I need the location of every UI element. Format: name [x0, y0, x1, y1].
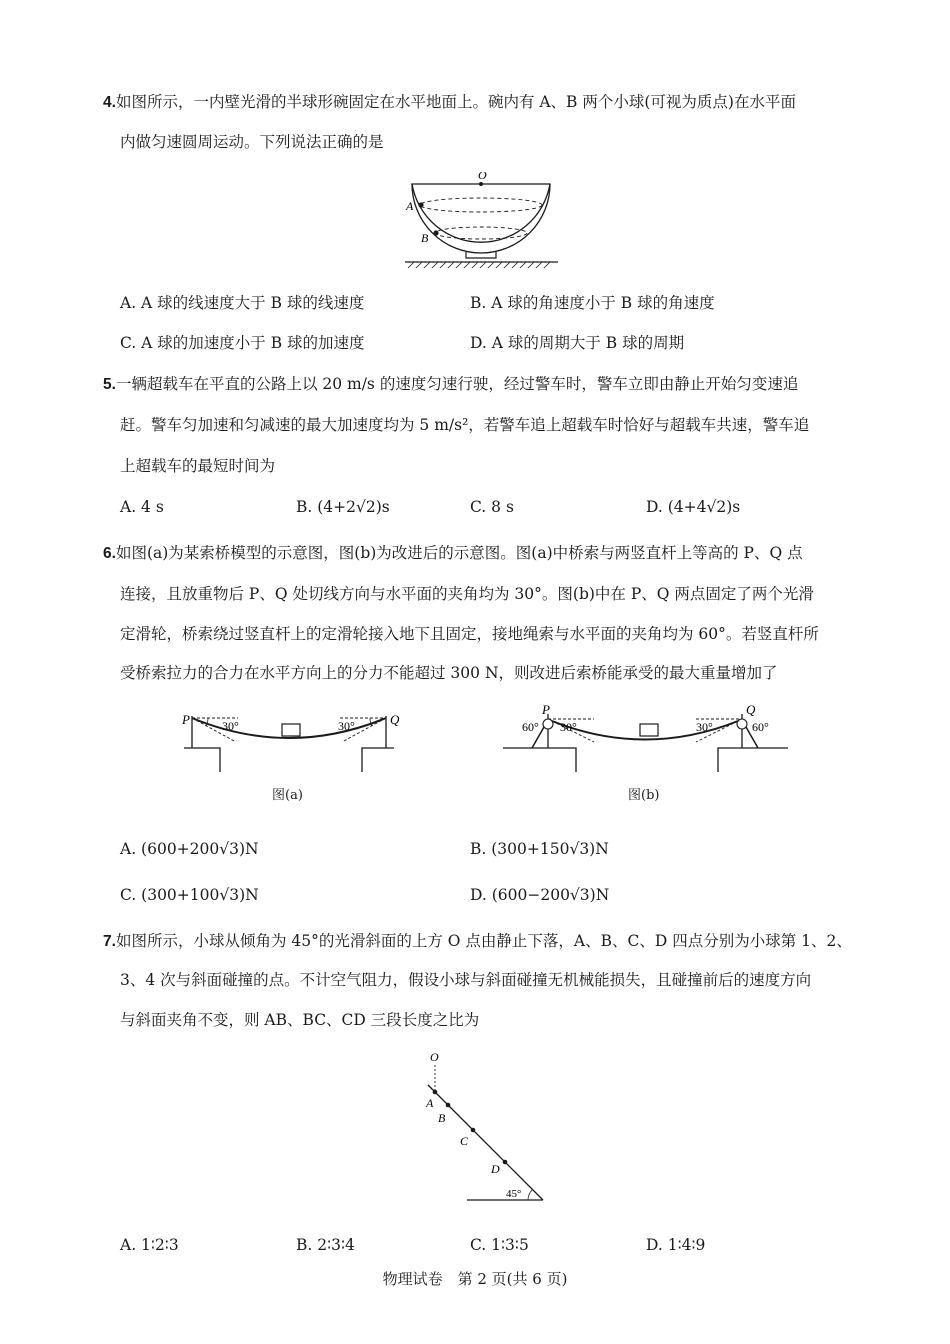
q7-label-angle: 45° [506, 1188, 522, 1200]
q6b-angle-left-in: 30° [560, 720, 577, 734]
q5-option-d[interactable]: D. (4+4√2)s [646, 498, 741, 516]
q7-label-C: C [460, 1134, 469, 1148]
q4-line1 [103, 90, 796, 112]
q7-option-b[interactable]: B. 2∶3∶4 [296, 1236, 355, 1254]
q7-option-a[interactable]: A. 1∶2∶3 [120, 1236, 179, 1254]
q7-label-D: D [491, 1162, 500, 1176]
q6b-angle-right-in: 30° [696, 720, 713, 734]
q5-number: 5. [103, 376, 116, 393]
q4-label-A: A [406, 199, 414, 213]
q7-label-O: O [430, 1050, 439, 1064]
q6a-angle-left: 30° [222, 719, 239, 733]
q6a-label-Q: Q [390, 712, 400, 727]
q5-text-1: 一辆超载车在平直的公路上以 20 m/s 的速度匀速行驶，经过警车时，警车立即由静止开始匀变速追 [115, 375, 799, 393]
q4-bowl-figure [400, 172, 570, 272]
q6-caption-a: 图(a) [272, 788, 303, 803]
q4-number: 4. [103, 94, 116, 111]
q6-option-c[interactable]: C. (300+100√3)N [120, 886, 259, 904]
q7-line1 [103, 929, 852, 951]
q5-option-c[interactable]: C. 8 s [470, 498, 514, 516]
q6-option-d[interactable]: D. (600−200√3)N [470, 886, 610, 904]
q6a-label-P: P [182, 712, 190, 727]
q5-line3: 上超载车的最短时间为 [120, 457, 276, 475]
q7-slope-figure [420, 1045, 550, 1205]
q7-option-d[interactable]: D. 1∶4∶9 [646, 1236, 706, 1254]
page-footer: 物理试卷 第 2 页(共 6 页) [382, 1270, 568, 1288]
q6-option-b[interactable]: B. (300+150√3)N [470, 840, 609, 858]
q4-option-d[interactable]: D. A 球的周期大于 B 球的周期 [470, 334, 685, 352]
q6-number: 6. [103, 545, 116, 562]
q6b-label-Q: Q [746, 702, 756, 717]
q5-option-a[interactable]: A. 4 s [120, 498, 164, 516]
q6-figure-b [498, 700, 798, 780]
q4-label-B: B [421, 231, 429, 245]
q4-option-a[interactable]: A. A 球的线速度大于 B 球的线速度 [120, 294, 365, 312]
q6a-angle-right: 30° [338, 719, 355, 733]
q4-label-O: O [478, 172, 487, 182]
q5-option-b[interactable]: B. (4+2√2)s [296, 498, 390, 516]
q4-option-c[interactable]: C. A 球的加速度小于 B 球的加速度 [120, 334, 365, 352]
q6-caption-b: 图(b) [628, 788, 660, 803]
q6-figure-a [172, 700, 422, 780]
q7-label-B: B [438, 1111, 446, 1125]
q7-label-A: A [426, 1096, 434, 1110]
q6-line2: 连接，且放重物后 P、Q 处切线方向与水平面的夹角均为 30°。图(b)中在 P、Q 两点固定了两个光滑 [120, 585, 814, 603]
q7-line2: 3、4 次与斜面碰撞的点。不计空气阻力，假设小球与斜面碰撞无机械能损失，且碰撞前后的速度方向 [120, 971, 812, 989]
q6b-label-P: P [542, 702, 550, 717]
q6b-angle-right-out: 60° [752, 720, 769, 734]
q4-line2: 内做匀速圆周运动。下列说法正确的是 [120, 133, 384, 151]
q6b-angle-left-out: 60° [522, 720, 539, 734]
q7-number: 7. [103, 933, 116, 950]
q4-text-1: 如图所示，一内壁光滑的半球形碗固定在水平地面上。碗内有 A、B 两个小球(可视为质点)在水平面 [115, 93, 796, 111]
q6-option-a[interactable]: A. (600+200√3)N [120, 840, 259, 858]
q5-line1 [103, 372, 798, 394]
q6-line3: 定滑轮，桥索绕过竖直杆上的定滑轮接入地下且固定，接地绳索与水平面的夹角均为 60°。若竖直杆所 [120, 625, 819, 643]
q5-line2: 赶。警车匀加速和匀减速的最大加速度均为 5 m/s²，若警车追上超载车时恰好与超载车共速，警车追 [120, 416, 810, 434]
q6-line4: 受桥索拉力的合力在水平方向上的分力不能超过 300 N，则改进后索桥能承受的最大重量增加了 [120, 664, 778, 682]
q7-text-1: 如图所示，小球从倾角为 45°的光滑斜面的上方 O 点由静止下落，A、B、C、D 四点分别为小球第 1、2、 [115, 932, 852, 950]
q6-text-1: 如图(a)为某索桥模型的示意图，图(b)为改进后的示意图。图(a)中桥索与两竖直杆上等高的 P、Q 点 [115, 544, 803, 562]
q7-option-c[interactable]: C. 1∶3∶5 [470, 1236, 529, 1254]
q6-line1 [103, 541, 803, 563]
q7-line3: 与斜面夹角不变，则 AB、BC、CD 三段长度之比为 [120, 1011, 480, 1029]
q4-option-b[interactable]: B. A 球的角速度小于 B 球的角速度 [470, 294, 715, 312]
